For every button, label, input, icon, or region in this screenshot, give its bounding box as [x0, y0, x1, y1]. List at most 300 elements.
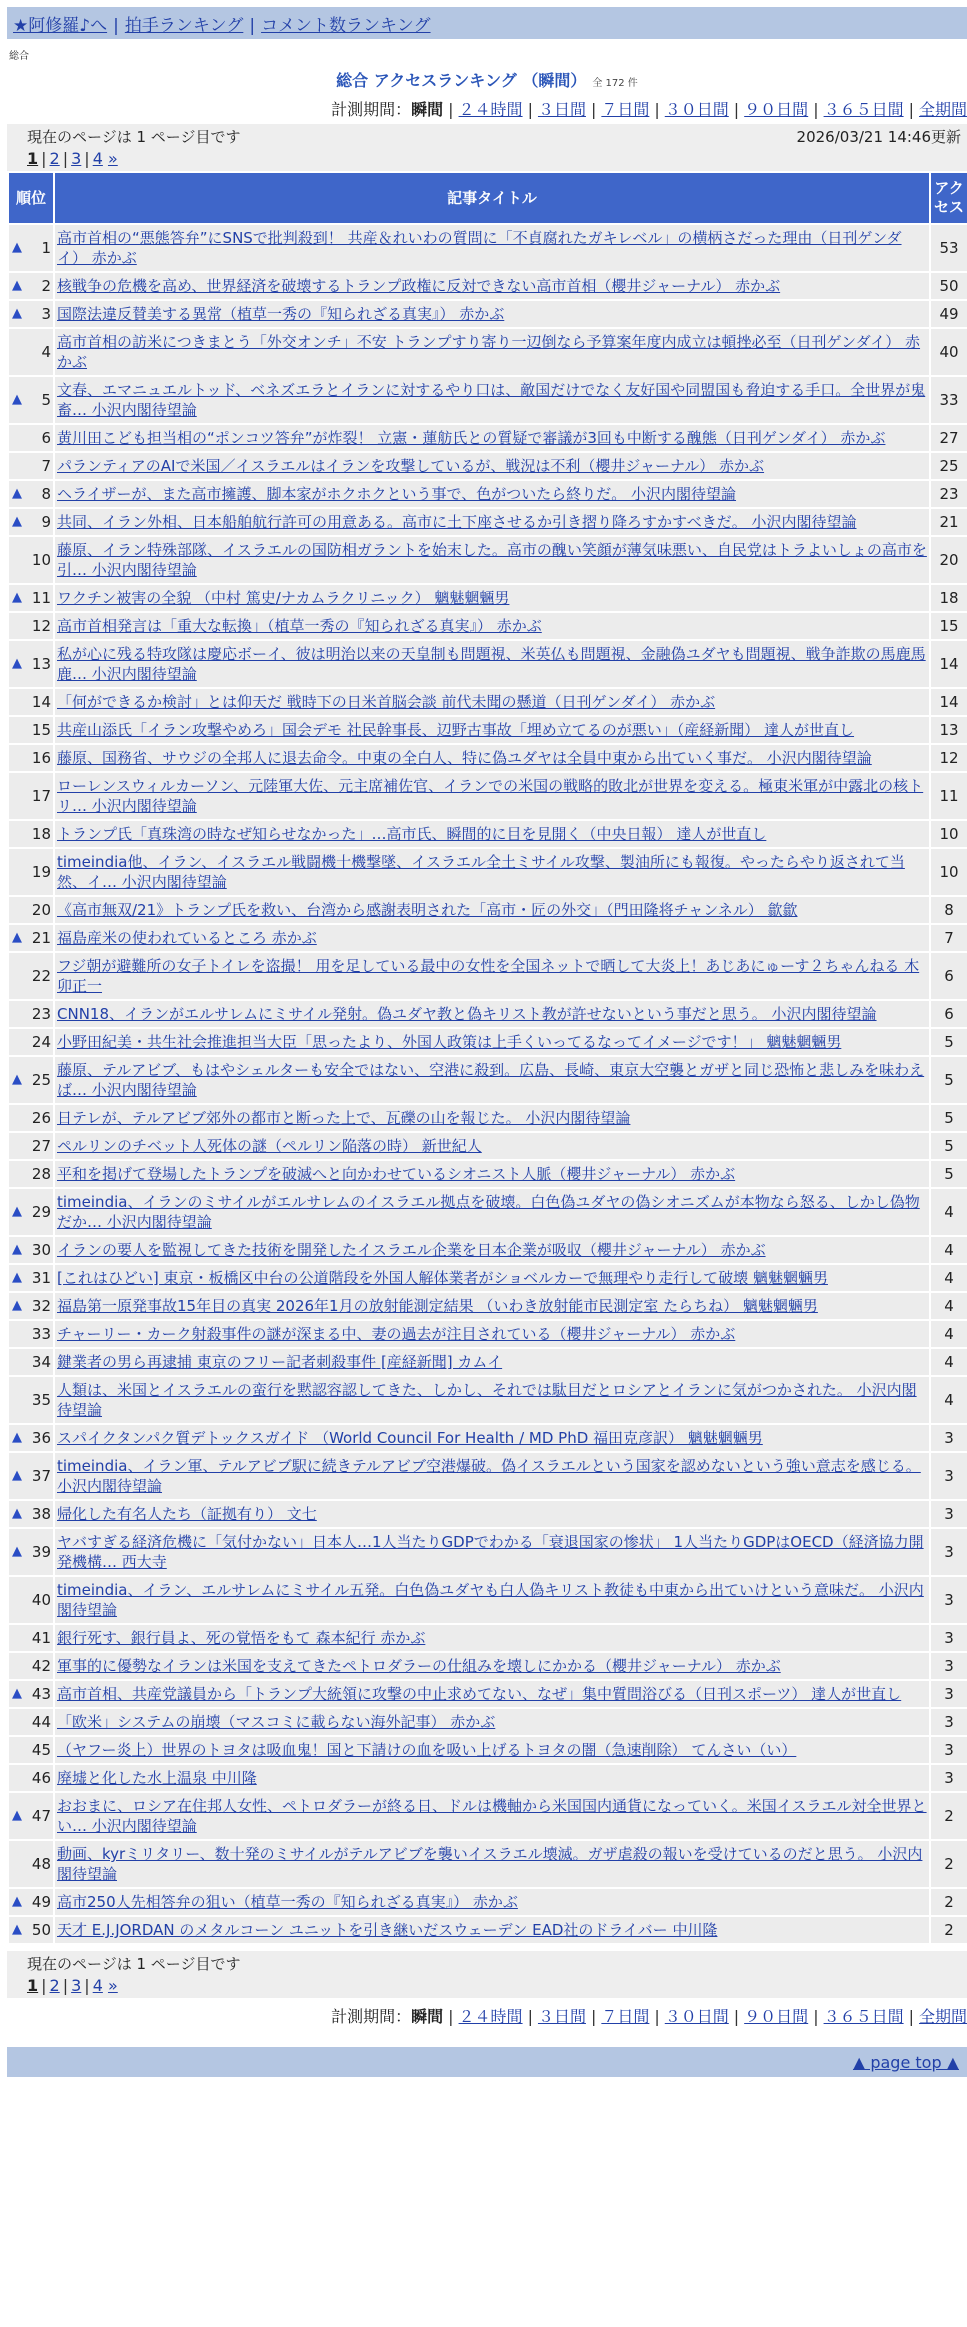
access-count: 15	[931, 613, 967, 639]
rank-up-arrow-icon: ▲	[12, 1544, 22, 1559]
access-count: 5	[931, 1057, 967, 1103]
title-cell	[55, 1737, 929, 1763]
article-title-link[interactable]: timeindia、イラン、エルサレムにミサイル五発。白色偽ユダヤも白人偽キリスト教徒も中東から出ていけという意味だ。 小沢内閣待望論	[57, 1581, 924, 1619]
article-title-link[interactable]: 平和を掲げて登場したトランプを破滅へと向かわせているシオニスト人脈（櫻井ジャーナル） 赤かぶ	[57, 1165, 736, 1183]
rank-cell	[9, 1709, 53, 1735]
period-option[interactable]: ３６５日間	[823, 100, 904, 119]
table-row	[9, 1889, 967, 1915]
article-title-link[interactable]: 私が心に残る特攻隊は慶応ボーイ、彼は明治以来の天皇制も問題視、米英仏も問題視、金融偽ユダヤも問題視、戦争詐欺の馬鹿馬鹿… 小沢内閣待望論	[57, 645, 926, 683]
title-cell	[55, 537, 929, 583]
rank-number: 24	[31, 1033, 51, 1051]
period-option[interactable]: ７日間	[601, 2007, 650, 2026]
article-title-link[interactable]: フジ朝が避難所の女子トイレを盗撮！ 用を足している最中の女性を全国ネットで晒して大炎上！あじあにゅーす２ちゃんねる 木卯正一	[57, 957, 920, 995]
article-title-link[interactable]: チャーリー・カーク射殺事件の謎が深まる中、妻の過去が注目されている（櫻井ジャーナル） 赤かぶ	[57, 1325, 736, 1343]
period-option[interactable]: ９０日間	[744, 2007, 809, 2026]
title-cell	[55, 689, 929, 715]
title-cell	[55, 1293, 929, 1319]
rank-up-arrow-icon: ▲	[12, 656, 22, 671]
rank-number: 22	[31, 967, 51, 985]
category-label: 総合	[9, 51, 29, 62]
access-count: 4	[931, 1189, 967, 1235]
period-option[interactable]: ３日間	[537, 100, 586, 119]
table-row	[9, 1377, 967, 1423]
rank-cell	[9, 1577, 53, 1623]
table-row	[9, 509, 967, 535]
article-title-link[interactable]: 高市首相、共産党議員から「トランプ大統領に攻撃の中止求めてない、なぜ」集中質問浴びる（日刊スポーツ） 達人が世直し	[57, 1685, 902, 1703]
rank-number: 14	[31, 693, 51, 711]
title-cell	[55, 1189, 929, 1235]
table-row	[9, 1681, 967, 1707]
rank-up-arrow-icon: ▲	[12, 486, 22, 501]
access-count: 14	[931, 641, 967, 687]
period-option[interactable]: ２４時間	[458, 2007, 523, 2026]
page-top-bar	[7, 2047, 967, 2077]
rank-up-arrow-icon: ▲	[12, 1298, 22, 1313]
title-cell	[55, 425, 929, 451]
pager-separator: |	[84, 1976, 90, 1995]
page-link[interactable]: 2	[49, 1976, 60, 1995]
page-title	[7, 68, 967, 91]
period-option[interactable]: ３０日間	[664, 2007, 729, 2026]
pager-separator: |	[62, 149, 69, 168]
table-row	[9, 925, 967, 951]
table-row	[9, 425, 967, 451]
title-cell	[55, 1001, 929, 1027]
article-title-link[interactable]: 藤原、イラン特殊部隊、イスラエルの国防相ガラントを始末した。高市の醜い笑顔が薄気味悪い、自民党はトラよいしょの高市を引… 小沢内閣待望論	[57, 541, 927, 579]
page-link[interactable]: 4	[92, 1976, 103, 1995]
title-cell	[55, 1237, 929, 1263]
page-link[interactable]: 2	[49, 149, 60, 168]
rank-up-arrow-icon: ▲	[12, 930, 22, 945]
rank-number: 10	[31, 551, 51, 569]
table-row	[9, 1625, 967, 1651]
access-count: 2	[931, 1917, 967, 1943]
access-count: 8	[931, 897, 967, 923]
comment-ranking-link[interactable]: コメント数ランキング	[261, 16, 431, 36]
access-count: 5	[931, 1105, 967, 1131]
table-row	[9, 585, 967, 611]
article-title-link[interactable]: 帰化した有名人たち（証拠有り） 文七	[57, 1505, 317, 1523]
rank-cell	[9, 773, 53, 819]
title-cell	[55, 1377, 929, 1423]
rank-up-arrow-icon: ▲	[12, 1506, 22, 1521]
rank-cell	[9, 329, 53, 375]
access-count: 3	[931, 1737, 967, 1763]
page-info-top	[7, 124, 967, 171]
article-title-link[interactable]: パランティアのAIで米国／イスラエルはイランを攻撃しているが、戦況は不利（櫻井ジャーナル） 赤かぶ	[57, 457, 765, 475]
nav-separator: |	[113, 16, 119, 36]
rank-up-arrow-icon: ▲	[12, 1242, 22, 1257]
article-title-link[interactable]: 黄川田こども担当相の“ポンコツ答弁”が炸裂！ 立憲・蓮舫氏との質疑で審議が3回も中断する醜態（日刊ゲンダイ） 赤かぶ	[57, 429, 886, 447]
page-link: 1	[27, 149, 39, 168]
article-title-link[interactable]: ヤバすぎる経済危機に「気付かない」日本人…1人当たりGDPでわかる「衰退国家の惨状」 1人当たりGDPはOECD（経済協力開発機構… 西大寺	[57, 1533, 924, 1571]
table-row	[9, 1321, 967, 1347]
rank-number: 6	[41, 429, 51, 447]
article-title-link[interactable]: 高市首相の“悪態答弁”にSNSで批判殺到！ 共産＆れいわの質問に「不貞腐れたガキレベル」の横柄さだった理由（日刊ゲンダイ） 赤かぶ	[57, 229, 902, 267]
title-cell	[55, 377, 929, 423]
article-title-link[interactable]: スパイクタンパク質デトックスガイド （World Council For Health / MD PhD 福田克彦訳） 魑魅魍魎男	[57, 1429, 763, 1447]
rank-number: 2	[41, 277, 51, 295]
article-title-link[interactable]: 鍵業者の男ら再逮捕 東京のフリー記者刺殺事件 [産経新聞] カムイ	[57, 1353, 503, 1371]
article-title-link[interactable]: timeindia、イラン軍、テルアビブ駅に続きテルアビブ空港爆破。偽イスラエルという国家を認めないという強い意志を感じる。 小沢内閣待望論	[57, 1457, 921, 1495]
rank-cell	[9, 641, 53, 687]
rank-cell	[9, 377, 53, 423]
article-title-link[interactable]: 人類は、米国とイスラエルの蛮行を黙認容認してきた、しかし、それでは駄目だとロシアとイランに気がつかされた。 小沢内閣待望論	[57, 1381, 917, 1419]
rank-number: 8	[41, 485, 51, 503]
title-cell	[55, 329, 929, 375]
pager-bottom	[13, 1976, 961, 1995]
period-separator: |	[733, 2007, 740, 2026]
pager-top	[13, 149, 961, 168]
rank-cell	[9, 1425, 53, 1451]
rank-up-arrow-icon: ▲	[12, 1204, 22, 1219]
page-link[interactable]: 3	[71, 1976, 82, 1995]
rank-number: 17	[31, 787, 51, 805]
current-page-text: 現在のページは 1 ページ目です	[27, 128, 241, 146]
access-count: 2	[931, 1793, 967, 1839]
table-row	[9, 1265, 967, 1291]
rank-number: 37	[31, 1467, 51, 1485]
title-cell	[55, 1681, 929, 1707]
access-count: 18	[931, 585, 967, 611]
rank-number: 47	[31, 1807, 51, 1825]
rank-up-arrow-icon: ▲	[12, 590, 22, 605]
rank-up-arrow-icon: ▲	[12, 1468, 22, 1483]
access-count: 20	[931, 537, 967, 583]
period-separator: |	[448, 100, 454, 119]
table-row	[9, 1105, 967, 1131]
period-label: 計測期間：	[331, 2007, 412, 2026]
title-cell	[55, 585, 929, 611]
access-count: 49	[931, 301, 967, 327]
table-row	[9, 377, 967, 423]
period-separator: |	[908, 2007, 914, 2026]
rank-up-arrow-icon: ▲	[12, 1270, 22, 1285]
access-count: 3	[931, 1681, 967, 1707]
rank-cell	[9, 689, 53, 715]
rank-cell	[9, 925, 53, 951]
article-title-link[interactable]: 高市首相の訪米につきまとう「外交オンチ」不安 トランプすり寄り一辺倒なら予算案年度内成立は頓挫必至（日刊ゲンダイ） 赤かぶ	[57, 333, 921, 371]
period-separator: |	[908, 100, 914, 119]
table-row	[9, 1793, 967, 1839]
access-count: 7	[931, 925, 967, 951]
article-title-link[interactable]: 福島産米の使われているところ 赤かぶ	[57, 929, 317, 947]
access-count: 4	[931, 1377, 967, 1423]
rank-cell	[9, 301, 53, 327]
pager-separator: |	[41, 149, 47, 168]
article-title-link[interactable]: 核戦争の危機を高め、世界経済を破壊するトランプ政権に反対できない高市首相（櫻井ジャーナル） 赤かぶ	[57, 277, 781, 295]
page-link[interactable]: 3	[71, 149, 82, 168]
rank-cell	[9, 1793, 53, 1839]
access-count: 3	[931, 1529, 967, 1575]
rank-number: 15	[31, 721, 51, 739]
rank-cell	[9, 1889, 53, 1915]
rank-up-arrow-icon: ▲	[12, 392, 22, 407]
access-count: 4	[931, 1349, 967, 1375]
title-cell	[55, 1529, 929, 1575]
rank-number: 43	[31, 1685, 51, 1703]
title-cell	[55, 897, 929, 923]
article-title-link[interactable]: 藤原、国務省、サウジの全邦人に退去命令。中東の全白人、特に偽ユダヤは全員中東から出ていく事だ。 小沢内閣待望論	[57, 749, 872, 767]
rank-number: 21	[31, 929, 51, 947]
article-title-link[interactable]: ローレンスウィルカーソン、元陸軍大佐、元主席補佐官、イランでの米国の戦略的敗北が世界を変える。極東米軍が中露北の核トリ… 小沢内閣待望論	[57, 777, 924, 815]
rank-number: 9	[41, 513, 51, 531]
rank-cell	[9, 509, 53, 535]
total-count: 全 172 件	[592, 78, 638, 89]
period-option[interactable]: ３０日間	[664, 100, 729, 119]
article-title-link[interactable]: 藤原、テルアビブ、もはやシェルターも安全ではない、空港に殺到。広島、長崎、東京大空襲とガザと同じ恐怖と悲しみを味わえば… 小沢内閣待望論	[57, 1061, 925, 1099]
table-row	[9, 481, 967, 507]
table-row	[9, 1349, 967, 1375]
rank-cell	[9, 1653, 53, 1679]
article-title-link[interactable]: ヘライザーが、また高市擁護、脚本家がホクホクという事で、色がついたら終りだ。 小沢内閣待望論	[57, 485, 737, 503]
title-cell	[55, 1161, 929, 1187]
article-title-link[interactable]: 高市250人先相答弁の狙い（植草一秀の『知られざる真実』） 赤かぶ	[57, 1893, 518, 1911]
rank-cell	[9, 1265, 53, 1291]
title-cell	[55, 1577, 929, 1623]
period-separator: |	[813, 2007, 819, 2026]
rank-cell	[9, 1917, 53, 1943]
title-cell	[55, 1029, 929, 1055]
article-title-link[interactable]: [これはひどい] 東京・板橋区中台の公道階段を外国人解体業者がショベルカーで無理やり走行して破壊 魑魅魍魎男	[57, 1269, 828, 1287]
article-title-link[interactable]: 共同、イラン外相、日本船舶航行許可の用意ある。高市に土下座させるか引き摺り降ろすかすべきだ。 小沢内閣待望論	[57, 513, 857, 531]
table-row	[9, 1133, 967, 1159]
rank-number: 26	[31, 1109, 51, 1127]
pager-separator: |	[41, 1976, 47, 1995]
table-row	[9, 1737, 967, 1763]
rank-cell	[9, 1105, 53, 1131]
article-title-link[interactable]: 「何ができるか検討」とは仰天だ 戦時下の日米首脳会談 前代未聞の懸道（日刊ゲンダイ） 赤かぶ	[57, 693, 716, 711]
article-title-link[interactable]: 動画、kyrミリタリー、数十発のミサイルがテルアビブを襲いイスラエル壊滅。ガザ虐殺の報いを受けているのだと思う。 小沢内閣待望論	[57, 1845, 923, 1883]
rank-cell	[9, 1529, 53, 1575]
period-separator: |	[590, 2007, 597, 2026]
article-title-link[interactable]: 廃墟と化した水上温泉 中川隆	[57, 1769, 257, 1787]
title-cell	[55, 613, 929, 639]
article-title-link[interactable]: timeindia他、イラン、イスラエル戦闘機十機撃墜、イスラエル全土ミサイル攻撃、製油所にも報復。やったらやり返されて当然、イ… 小沢内閣待望論	[57, 853, 905, 891]
rank-cell	[9, 1321, 53, 1347]
rank-cell	[9, 1841, 53, 1887]
access-count: 4	[931, 1265, 967, 1291]
period-separator: |	[813, 100, 819, 119]
period-option[interactable]: ３日間	[537, 2007, 586, 2026]
title-cell	[55, 1501, 929, 1527]
period-selector-bottom	[7, 2004, 967, 2027]
rank-up-arrow-icon: ▲	[12, 278, 22, 293]
rank-number: 50	[31, 1921, 51, 1939]
ashura-home-link[interactable]: ★阿修羅♪へ	[13, 16, 108, 36]
page-link[interactable]: 4	[92, 149, 103, 168]
rank-cell	[9, 953, 53, 999]
title-cell	[55, 1133, 929, 1159]
table-row	[9, 1293, 967, 1319]
article-title-link[interactable]: トランプ氏「真珠湾の時なぜ知らせなかった」…高市氏、瞬間的に目を見開く（中央日報） 達人が世直し	[57, 825, 767, 843]
rank-cell	[9, 1293, 53, 1319]
title-cell	[55, 1453, 929, 1499]
table-row	[9, 1029, 967, 1055]
title-cell	[55, 1653, 929, 1679]
access-count: 23	[931, 481, 967, 507]
access-count: 25	[931, 453, 967, 479]
rank-up-arrow-icon: ▲	[12, 306, 22, 321]
title-cell	[55, 509, 929, 535]
access-count: 27	[931, 425, 967, 451]
period-option[interactable]: ９０日間	[744, 100, 809, 119]
article-title-link[interactable]: ペルリンのチベット人死体の謎（ペルリン陥落の時） 新世紀人	[57, 1137, 482, 1155]
article-title-link[interactable]: 文春、エマニュエルトッド、ベネズエラとイランに対するやり口は、敵国だけでなく友好国や同盟国も脅迫する手口。全世界が鬼畜… 小沢内閣待望論	[57, 381, 926, 419]
rank-up-arrow-icon: ▲	[12, 1922, 22, 1937]
access-count: 6	[931, 953, 967, 999]
title-cell	[55, 273, 929, 299]
rank-cell	[9, 1001, 53, 1027]
rank-number: 4	[41, 343, 51, 361]
article-title-link[interactable]: イランの要人を監視してきた技術を開発したイスラエル企業を日本企業が吸収（櫻井ジャーナル） 赤かぶ	[57, 1241, 766, 1259]
rank-number: 1	[41, 239, 51, 257]
rank-number: 35	[31, 1391, 51, 1409]
rank-cell	[9, 273, 53, 299]
title-cell	[55, 1321, 929, 1347]
rank-cell	[9, 481, 53, 507]
rank-number: 27	[31, 1137, 51, 1155]
period-option[interactable]: ２４時間	[458, 100, 523, 119]
rank-number: 18	[31, 825, 51, 843]
article-title-link[interactable]: （ヤフー炎上）世界のトヨタは吸血鬼！国と下請けの血を吸い上げるトヨタの闇（急速削除） てんさい（い）	[57, 1741, 797, 1759]
article-title-link[interactable]: 銀行死す、銀行員よ、死の覚悟をもて 森本紀行 赤かぶ	[57, 1629, 426, 1647]
access-count: 10	[931, 849, 967, 895]
access-count: 3	[931, 1625, 967, 1651]
access-count: 3	[931, 1577, 967, 1623]
access-count: 2	[931, 1889, 967, 1915]
rank-cell	[9, 1029, 53, 1055]
article-title-link[interactable]: 共産山添氏「イラン攻撃やめろ」国会デモ 社民幹事長、辺野古事故「埋め立てるのが悪い」（産経新聞） 達人が世直し	[57, 721, 855, 739]
article-title-link[interactable]: 軍事的に優勢なイランは米国を支えてきたペトロダラーの仕組みを壊しにかかる（櫻井ジャーナル） 赤かぶ	[57, 1657, 781, 1675]
access-count: 14	[931, 689, 967, 715]
table-row	[9, 1501, 967, 1527]
page-top-link[interactable]: ▲ page top ▲	[852, 2053, 959, 2072]
article-title-link[interactable]: 国際法違反賛美する異常（植草一秀の『知られざる真実』） 赤かぶ	[57, 305, 505, 323]
rank-number: 19	[31, 863, 51, 881]
rank-number: 32	[31, 1297, 51, 1315]
table-row	[9, 1529, 967, 1575]
rank-number: 23	[31, 1005, 51, 1023]
rank-up-arrow-icon: ▲	[12, 1808, 22, 1823]
rank-cell	[9, 1681, 53, 1707]
period-option[interactable]: 全期間	[918, 100, 967, 119]
rank-number: 7	[41, 457, 51, 475]
rank-number: 13	[31, 655, 51, 673]
title-cell	[55, 481, 929, 507]
rank-number: 46	[31, 1769, 51, 1787]
article-title-link[interactable]: timeindia、イランのミサイルがエルサレムのイスラエル拠点を破壊。白色偽ユダヤの偽シオニズムが本物なら怒る、しかし偽物だか… 小沢内閣待望論	[57, 1193, 920, 1231]
article-title-link[interactable]: 高市首相発言は「重大な転換」（植草一秀の『知られざる真実』） 赤かぶ	[57, 617, 542, 635]
period-option[interactable]: ７日間	[601, 100, 650, 119]
table-row	[9, 1577, 967, 1623]
access-count: 5	[931, 1161, 967, 1187]
title-cell	[55, 1917, 929, 1943]
article-title-link[interactable]: 福島第一原発事故15年目の真実 2026年1月の放射能測定結果 （いわき放射能市民測定室 たらちね） 魑魅魍魎男	[57, 1297, 818, 1315]
period-separator: |	[527, 2007, 533, 2026]
article-title-link[interactable]: 日テレが、テルアビブ郊外の都市と断った上で、瓦礫の山を報じた。 小沢内閣待望論	[57, 1109, 631, 1127]
page-info-bottom	[7, 1951, 967, 1998]
period-option[interactable]: 全期間	[918, 2007, 967, 2026]
rank-cell	[9, 1161, 53, 1187]
rank-up-arrow-icon: ▲	[12, 240, 22, 255]
period-label: 計測期間：	[331, 100, 412, 119]
nav-separator: |	[249, 16, 256, 36]
table-row	[9, 717, 967, 743]
page-link: 1	[27, 1976, 39, 1995]
rank-cell	[9, 425, 53, 451]
article-title-link[interactable]: 《高市無双/21》トランプ氏を救い、台湾から感謝表明された「高市・匠の外交」（門田隆将チャンネル） 歙歙	[57, 901, 798, 919]
article-title-link[interactable]: 小野田紀美・共生社会推進担当大臣「思ったより、外国人政策は上手くいってるなってイメージです！」 魑魅魍魎男	[57, 1033, 842, 1051]
title-cell	[55, 641, 929, 687]
updated-timestamp: 2026/03/21 14:46更新	[796, 128, 961, 146]
rank-number: 49	[31, 1893, 51, 1911]
article-title-link[interactable]: 天才 E.J.JORDAN のメタルコーン ユニットを引き継いだスウェーデン EAD社のドライバー 中川隆	[57, 1921, 718, 1939]
article-title-link[interactable]: ワクチン被害の全貌 （中村 篤史/ナカムラクリニック） 魑魅魍魎男	[57, 589, 510, 607]
title-cell	[55, 1765, 929, 1791]
access-count: 21	[931, 509, 967, 535]
table-row	[9, 849, 967, 895]
title-cell	[55, 1425, 929, 1451]
rank-cell	[9, 1625, 53, 1651]
article-title-link[interactable]: 「欧米」システムの崩壊（マスコミに載らない海外記事） 赤かぶ	[57, 1713, 496, 1731]
access-header: アクセス	[931, 173, 967, 223]
title-cell	[55, 1793, 929, 1839]
rank-cell	[9, 1237, 53, 1263]
rank-number: 45	[31, 1741, 51, 1759]
access-count: 13	[931, 717, 967, 743]
title-cell	[55, 773, 929, 819]
rank-up-arrow-icon: ▲	[12, 1894, 22, 1909]
access-count: 6	[931, 1001, 967, 1027]
rank-number: 11	[31, 589, 51, 607]
applause-ranking-link[interactable]: 拍手ランキング	[124, 16, 244, 36]
table-row	[9, 821, 967, 847]
table-row	[9, 953, 967, 999]
rank-number: 30	[31, 1241, 51, 1259]
next-page-link[interactable]: »	[107, 1976, 118, 1995]
rank-number: 36	[31, 1429, 51, 1447]
title-header: 記事タイトル	[55, 173, 929, 223]
rank-number: 29	[31, 1203, 51, 1221]
period-option[interactable]: ３６５日間	[823, 2007, 904, 2026]
access-count: 11	[931, 773, 967, 819]
access-count: 33	[931, 377, 967, 423]
access-count: 3	[931, 1453, 967, 1499]
table-row	[9, 1237, 967, 1263]
table-row	[9, 1841, 967, 1887]
table-row	[9, 1189, 967, 1235]
rank-cell	[9, 585, 53, 611]
period-separator: |	[654, 100, 660, 119]
access-count: 3	[931, 1709, 967, 1735]
rank-cell	[9, 537, 53, 583]
rank-cell	[9, 1349, 53, 1375]
period-selector-top	[7, 97, 967, 120]
table-row	[9, 689, 967, 715]
period-option: 瞬間	[411, 2007, 444, 2026]
ranking-title: 総合 アクセスランキング （瞬間）	[336, 71, 587, 90]
title-cell	[55, 717, 929, 743]
table-row	[9, 1425, 967, 1451]
table-row	[9, 773, 967, 819]
access-count: 53	[931, 225, 967, 271]
article-title-link[interactable]: CNN18、イランがエルサレムにミサイル発射。偽ユダヤ教と偽キリスト教が許せないという事だと思う。 小沢内閣待望論	[57, 1005, 877, 1023]
article-title-link[interactable]: おおまに、ロシア在住邦人女性、ペトロダラーが終る日、ドルは機軸から米国国内通貨になっていく。米国イスラエル対全世界とい… 小沢内閣待望論	[57, 1797, 927, 1835]
next-page-link[interactable]: »	[107, 149, 118, 168]
ranking-table	[7, 171, 967, 1945]
rank-cell	[9, 849, 53, 895]
